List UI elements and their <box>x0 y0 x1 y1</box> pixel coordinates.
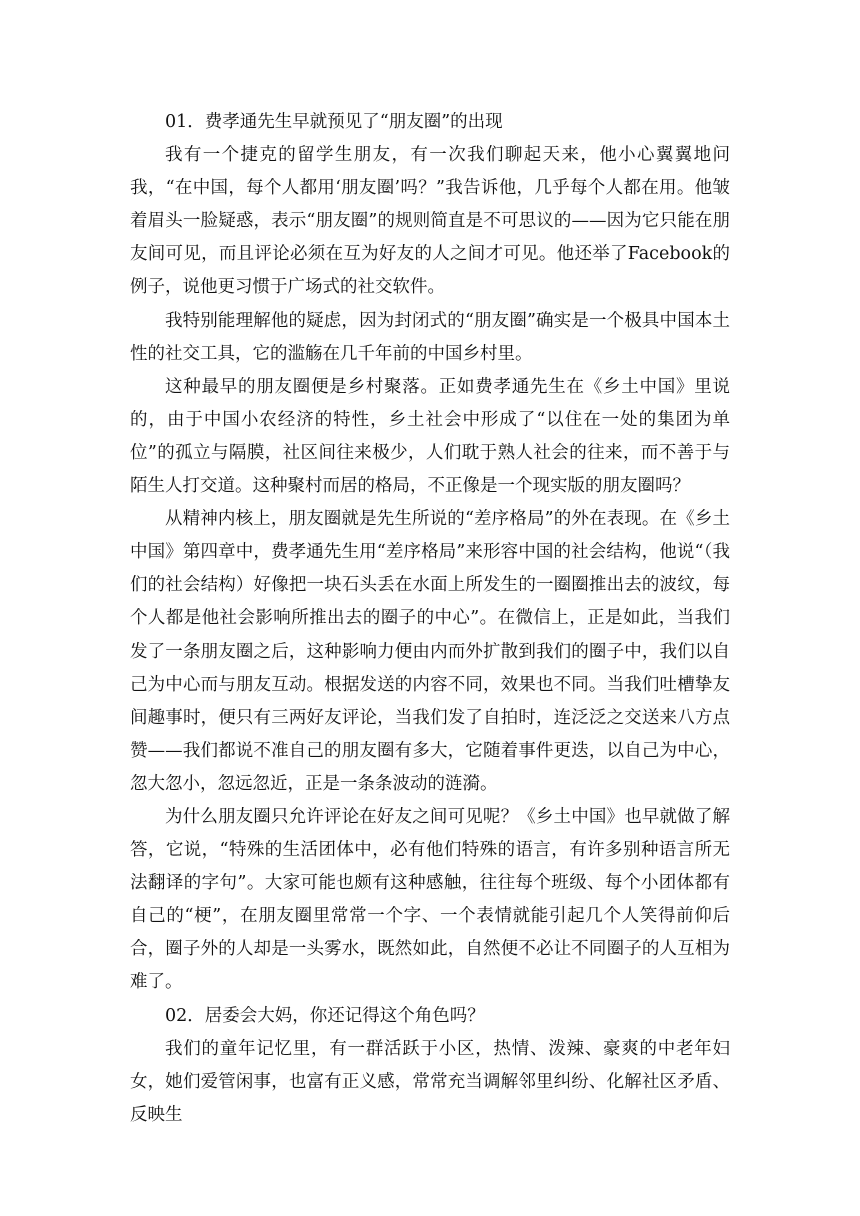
section-heading-01: 01．费孝通先生早就预见了“朋友圈”的出现 <box>165 112 503 132</box>
paragraph: 从精神内核上，朋友圈就是先生所说的“差序格局”的外在表现。在《乡土中国》第四章中，费孝通先生用“差序格局”来形容中国的社会结构，他说“（我们的社会结构）好像把一块石头丢在水面上所发生的一圈圈推出去的波纹，每个人都是他社会影响所推出去的圈子的中心”。在微信上，正是如此，当我们发了一条朋友圈之后，这种影响力便由内而外扩散到我们的圈子中，我们以自己为中心而与朋友互动。根据发送的内容不同，效果也不同。当我们吐槽挚友间趣事时，便只有三两好友评论，当我们发了自拍时，连泛泛之交送来八方点赞——我们都说不准自己的朋友圈有多大，它随着事件更迭，以自己为中心，忽大忽小，忽远忽近，正是一条条波动的涟漪。 <box>130 509 730 794</box>
paragraph: 为什么朋友圈只允许评论在好友之间可见呢？《乡土中国》也早就做了解答，它说，“特殊的生活团体中，必有他们特殊的语言，有许多别种语言所无法翻译的字句”。大家可能也颇有这种感触，往往每个班级、每个小团体都有自己的“梗”，在朋友圈里常常一个字、一个表情就能引起几个人笑得前仰后合，圈子外的人却是一头雾水，既然如此，自然便不必让不同圈子的人互相为难了。 <box>130 806 730 993</box>
document-page <box>130 106 730 1132</box>
paragraph: 这种最早的朋友圈便是乡村聚落。正如费孝通先生在《乡土中国》里说的，由于中国小农经济的特性，乡土社会中形成了“以住在一处的集团为单位”的孤立与隔膜，社区间往来极少，人们耽于熟人社会的往来，而不善于与陌生人打交道。这种聚村而居的格局，不正像是一个现实版的朋友圈吗？ <box>130 376 730 497</box>
paragraph: 我有一个捷克的留学生朋友，有一次我们聊起天来，他小心翼翼地问我，“在中国，每个人都用‘朋友圈’吗？”我告诉他，几乎每个人都在用。他皱着眉头一脸疑惑，表示“朋友圈”的规则简直是不可思议的——因为它只能在朋友间可见，而且评论必须在互为好友的人之间才可见。他还举了Facebook的例子，说他更习惯于广场式的社交软件。 <box>130 145 730 298</box>
paragraph: 我们的童年记忆里，有一群活跃于小区，热情、泼辣、豪爽的中老年妇女，她们爱管闲事，也富有正义感，常常充当调解邻里纠纷、化解社区矛盾、反映生 <box>130 1038 730 1125</box>
paragraph: 我特别能理解他的疑虑，因为封闭式的“朋友圈”确实是一个极具中国本土性的社交工具，它的滥觞在几千年前的中国乡村里。 <box>130 310 730 364</box>
section-heading-02: 02．居委会大妈，你还记得这个角色吗？ <box>165 1005 485 1026</box>
